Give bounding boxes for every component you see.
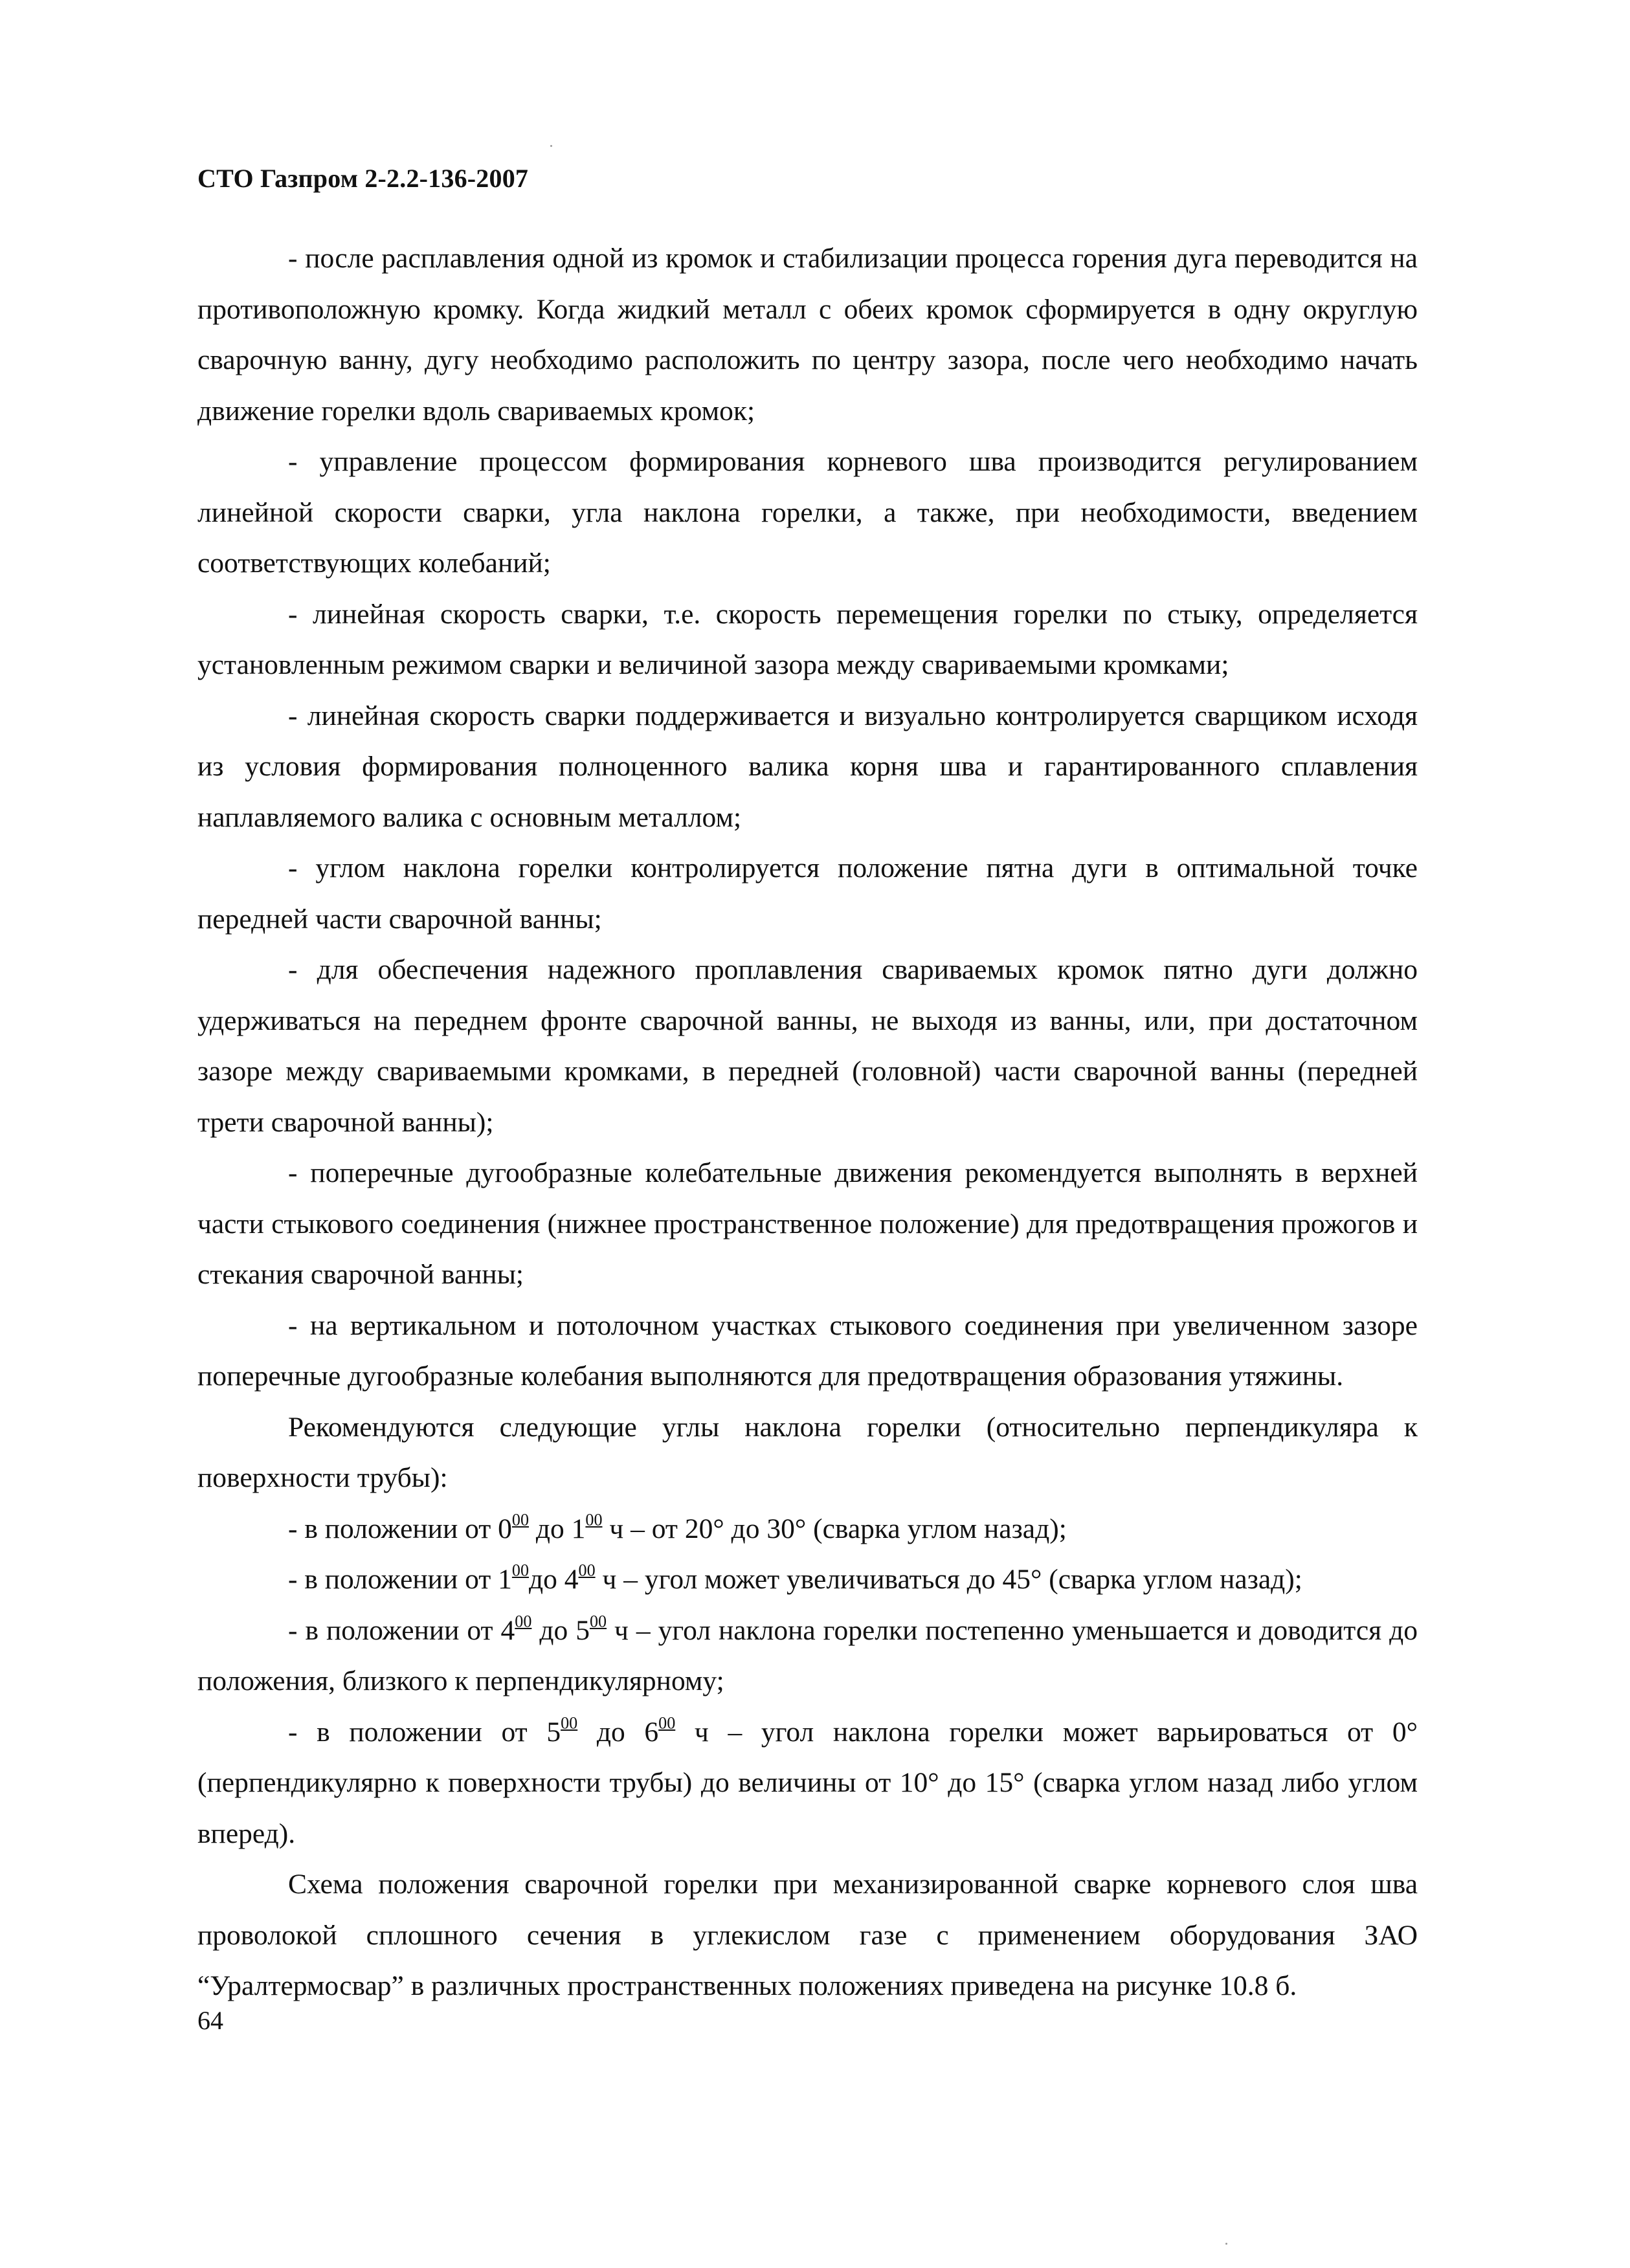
paragraph-torch-angle: - углом наклона горелки контролируется положение пятна дуги в оптимальной точке передней части сварочной ванны;	[197, 852, 1418, 935]
document-body	[197, 233, 1418, 2012]
scan-speck	[1225, 2243, 1227, 2245]
paragraph-root-weld-control: - управление процессом формирования корневого шва производится регулированием линейной скорости сварки, угла наклона горелки, а также, при необходимости, введением соответствующих колебаний;	[197, 446, 1418, 579]
paragraph-arc-spot: - для обеспечения надежного проплавления свариваемых кромок пятно дуги должно удерживаться на переднем фронте сварочной ванны, не выходя из ванны, или, при достаточном зазоре между свариваемыми кромками, в передней (головной) части сварочной ванны (передней трети сварочной ванны);	[197, 954, 1418, 1138]
paragraph-transverse-oscillation: - поперечные дугообразные колебательные движения рекомендуется выполнять в верхней части стыкового соединения (нижнее пространственное положение) для предотвращения прожогов и стекания сварочной ванны;	[197, 1157, 1418, 1290]
position-item: - в положении от $1^{00}до$ $4^{00}$ ч – угол может увеличиваться до 45° (сварка углом назад);	[288, 1561, 1302, 1595]
document-header: СТО Газпром 2-2.2-136-2007	[197, 164, 529, 193]
paragraph-arc-transfer: - после расплавления одной из кромок и стабилизации процесса горения дуга переводится на противоположную кромку. Когда жидкий металл с обеих кромок сформируется в одну округлую сварочную ванну, дугу необходимо расположить по центру зазора, после чего необходимо начать движение горелки вдоль свариваемых кромок;	[197, 243, 1418, 427]
position-item: - в положении от $0^{00}$ до $1^{00}$ ч – от 20° до 30° (сварка углом назад);	[288, 1509, 1067, 1544]
paragraph-torch-angles-intro: Рекомендуются следующие углы наклона горелки (относительно перпендикуляра к поверхности трубы):	[197, 1411, 1418, 1493]
paragraph-vertical-overhead: - на вертикальном и потолочном участках стыкового соединения при увеличенном зазоре поперечные дугообразные колебания выполняются для предотвращения образования утяжины.	[197, 1309, 1418, 1392]
paragraph-linear-speed-control: - линейная скорость сварки поддерживается и визуально контролируется сварщиком исходя из условия формирования полноценного валика корня шва и гарантированного сплавления наплавляемого валика с основным металлом;	[197, 700, 1418, 833]
paragraph-linear-speed-definition: - линейная скорость сварки, т.е. скорость перемещения горелки по стыку, определяется установленным режимом сварки и величиной зазора между свариваемыми кромками;	[197, 598, 1418, 680]
page-number: 64	[197, 2006, 223, 2035]
position-item: - в положении от $5^{00}$ до $6^{00}$ ч – угол наклона горелки может варьироваться от 0° (перпендикулярно к поверхности трубы) до величины от 10° до 15° (сварка углом назад либо углом вперед).	[197, 1713, 1418, 1849]
position-item: - в положении от $4^{00}$ до $5^{00}$ ч – угол наклона горелки постепенно уменьшается и доводится до положения, близкого к перпендикулярному;	[197, 1611, 1418, 1696]
scan-speck	[550, 145, 552, 147]
paragraph-figure-reference: Схема положения сварочной горелки при механизированной сварке корневого слоя шва проволокой сплошного сечения в углекислом газе с применением оборудования ЗАО “Уралтермосвар” в различных пространственных положениях приведена на рисунке 10.8 б.	[197, 1869, 1418, 2001]
